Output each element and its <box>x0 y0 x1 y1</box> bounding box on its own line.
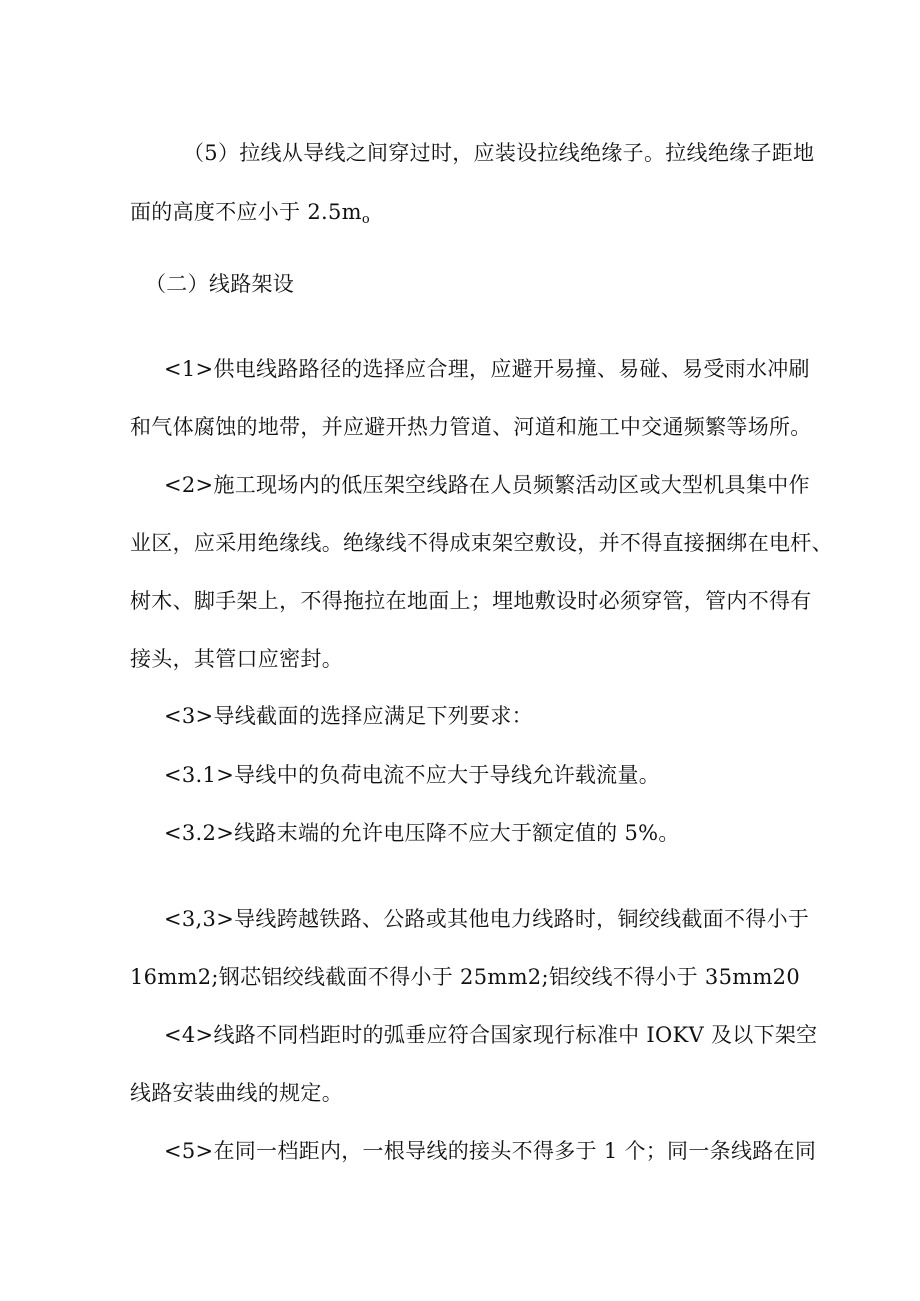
paragraph-voltage-drop: <3.2>线路末端的允许电压降不应大于额定值的 5%。 <box>164 821 680 845</box>
paragraph-insulated-wire-line-2: 业区，应采用绝缘线。绝缘线不得成束架空敷设，并不得直接捆绑在电杆、 <box>130 531 833 555</box>
guy-insulator-height-subscript: o <box>361 212 371 227</box>
guy-insulator-height-text: 面的高度不应小于 2.5m <box>130 200 362 224</box>
paragraph-route-selection-line-2: 和气体腐蚀的地带，并应避开热力管道、河道和施工中交通频繁等场所。 <box>130 415 812 439</box>
paragraph-load-current: <3.1>导线中的负荷电流不应大于导线允许载流量。 <box>164 763 661 787</box>
paragraph-guy-insulator-line-2 <box>130 198 830 234</box>
paragraph-insulated-wire-line-1: <2>施工现场内的低压架空线路在人员频繁活动区或大型机具集中作 <box>164 473 810 497</box>
paragraph-cross-section-requirements: <3>导线截面的选择应满足下列要求： <box>164 704 533 728</box>
paragraph-insulated-wire-line-4: 接头，其管口应密封。 <box>130 647 343 671</box>
paragraph-crossing-line-2: 16mm2;钢芯铝绞线截面不得小于 25mm2;铝绞线不得小于 35mm20 <box>130 965 800 989</box>
paragraph-crossing-line-1: <3,3>导线跨越铁路、公路或其他电力线路时，铜绞线截面不得小于 <box>164 907 810 931</box>
paragraph-sag-line-2: 线路安装曲线的规定。 <box>130 1081 343 1105</box>
paragraph-insulated-wire-line-3: 树木、脚手架上，不得拖拉在地面上；埋地敷设时必须穿管，管内不得有 <box>130 589 812 613</box>
paragraph-guy-insulator-line-1: （5）拉线从导线之间穿过时，应装设拉线绝缘子。拉线绝缘子距地 <box>183 141 815 165</box>
paragraph-joints: <5>在同一档距内，一根导线的接头不得多于 1 个；同一条线路在同 <box>164 1139 817 1163</box>
paragraph-sag-line-1: <4>线路不同档距时的弧垂应符合国家现行标准中 IOKV 及以下架空 <box>164 1023 818 1047</box>
paragraph-route-selection-line-1: <1>供电线路路径的选择应合理，应避开易撞、易碰、易受雨水冲刷 <box>164 357 810 381</box>
section-heading: （二）线路架设 <box>145 272 295 296</box>
